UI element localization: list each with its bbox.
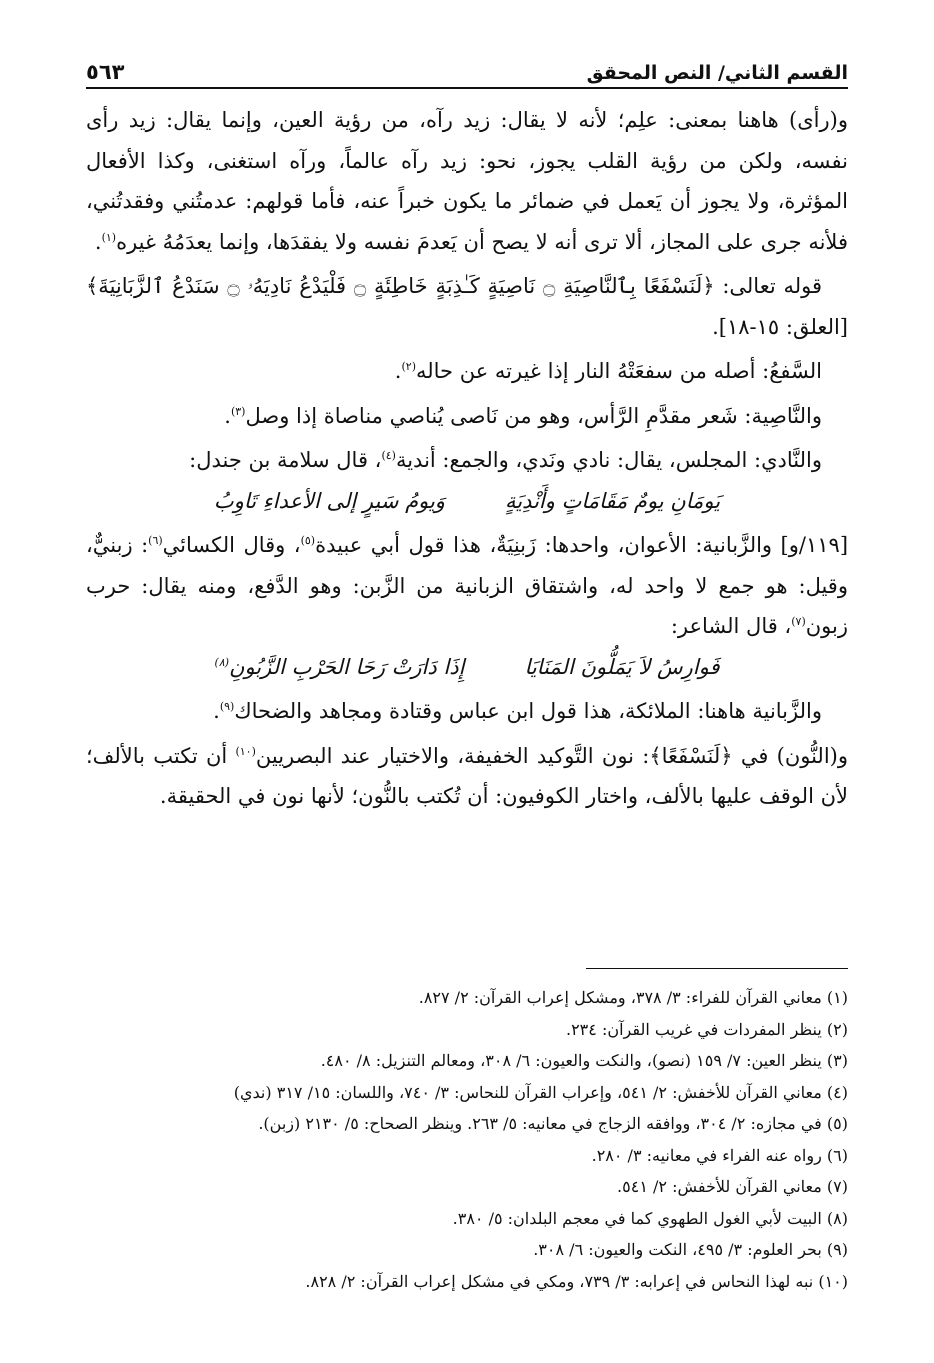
paragraph-text: ، قال سلامة بن جندل: xyxy=(189,448,382,472)
footnote-10: (١٠) نبه لهذا النحاس في إعرابه: ٣/ ٧٣٩، ومكي في مشكل إعراب القرآن: ٢/ ٨٢٨. xyxy=(305,1271,848,1291)
footnote-1: (١) معاني القرآن للفراء: ٣/ ٣٧٨، ومشكل إعراب القرآن: ٢/ ٨٢٧. xyxy=(418,988,848,1007)
footnotes-section xyxy=(86,982,848,1297)
paragraph-text: السَّفعُ: أصله من سفعَتْهُ النار إذا غيرته عن حاله xyxy=(416,359,822,383)
footnote-3: (٣) ينظر العين: ٧/ ١٥٩ (نصو)، والنكت والعيون: ٦/ ٣٠٨، ومعالم التنزيل: ٨/ ٤٨٠. xyxy=(320,1051,848,1070)
main-text xyxy=(86,100,848,948)
paragraph-safa: السَّفعُ: أصله من سفعَتْهُ النار إذا غيرته عن حاله$^{(٢)}$. xyxy=(394,359,822,383)
paragraph-text: والزَّبانية هاهنا: الملائكة، هذا قول ابن عباس وقتادة ومجاهد والضحاك xyxy=(234,699,822,723)
paragraph-text: والنَّادي: المجلس، يقال: نادي ونَدي، والجمع: أندية xyxy=(395,448,822,472)
footnote-9: (٩) بحر العلوم: ٣/ ٤٩٥، النكت والعيون: ٦/ ٣٠٨. xyxy=(533,1240,848,1259)
paragraph-zabaniya xyxy=(86,525,848,647)
verse-second-hemistich: وَيومُ سَيرٍ إلى الأعداءِ تَاوِبُ xyxy=(213,488,445,513)
footnote-ref: (٣) xyxy=(230,404,246,418)
footnote-8: (٨) البيت لأبي الغول الطهوي كما في معجم البلدان: ٥/ ٣٨٠. xyxy=(452,1208,848,1228)
footnote-ref: (١) xyxy=(101,230,117,244)
footnote-ref: (٩) xyxy=(219,700,235,713)
paragraph-text: [١١٩/و] والزَّبانية: الأعوان، واحدها: زَبنِيَةٌ، هذا قول أبي عبيدة xyxy=(315,533,848,557)
poetry-verse-2 xyxy=(86,647,848,688)
poetry-verse-1 xyxy=(86,481,848,522)
verse-text: إِذَا دَارَتْ رَحَا الحَرْبِ الزَّبُونِ xyxy=(229,654,465,679)
verse-first-hemistich: يَومَانِ يومٌ مَقَامَاتٍ وأَنْدِيَةٍ xyxy=(504,488,721,513)
paragraph-nadi xyxy=(86,440,848,481)
paragraph-angels: والزَّبانية هاهنا: الملائكة، هذا قول ابن عباس وقتادة ومجاهد والضحاك$^{(٩)}$. xyxy=(213,699,822,723)
paragraph-quran-verse xyxy=(86,266,848,347)
footnote-2: (٢) ينظر المفردات في غريب القرآن: ٢٣٤. xyxy=(565,1019,848,1039)
paragraph-nasiya: والنَّاصِية: شَعر مقدَّمِ الرَّأس، وهو من نَاصى يُناصي مناصاة إذا وصل$^{(٣)}$. xyxy=(224,403,822,428)
paragraph-text: و(رأى) هاهنا بمعنى: علِم؛ لأنه لا يقال: زيد رآه، من رؤية العين، وإنما يقال: زيد رأى نفسه، ولكن من رؤية القلب يجوز، نحو: زيد رآه عالماً، ورآه استغنى، وكذا الأفعال المؤثرة، ولا يجوز أن يَعمل في ضمائر ما يكون خبراً عنه، فأما قولهم: عدمتُني وفقدتُني، فلأنه جرى على المجاز، ألا ترى أنه لا يصح أن يَعدمَ نفسه ولا يفقدَها، وإنما يعدَمُهُ غيره xyxy=(86,108,848,254)
footnote-ref: (١٠) xyxy=(235,744,256,758)
paragraph-text: أن تكتب بالألف؛ لأن الوقف عليها بالألف، واختار الكوفيون: أن تُكتب بالنُّون؛ لأنها نون في الحقيقة. xyxy=(86,743,848,808)
footnote-6: (٦) رواه عنه الفراء في معانيه: ٣/ ٢٨٠. xyxy=(591,1145,848,1165)
running-title: القسم الثاني/ النص المحقق xyxy=(586,62,848,84)
footnote-divider xyxy=(586,968,848,969)
footnote-ref: (٧) xyxy=(791,615,806,628)
verse-first-hemistich: فَوارِسُ لاَ يَمَلُّونَ المَنَايَا xyxy=(524,654,720,679)
footnote-5: (٥) في مجازه: ٢/ ٣٠٤، ووافقه الزجاج في معانيه: ٥/ ٢٦٣. وينظر الصحاح: ٥/ ٢١٣٠ (زبن). xyxy=(258,1114,848,1133)
footnote-4: (٤) معاني القرآن للأخفش: ٢/ ٥٤١، وإعراب القرآن للنحاس: ٣/ ٧٤٠، واللسان: ١٥/ ٣١٧ (ندي) xyxy=(233,1082,848,1102)
paragraph-text: ، قال الشاعر: xyxy=(670,614,792,638)
verse-second-hemistich xyxy=(215,647,465,688)
footnote-ref: (٨) xyxy=(214,655,230,669)
footnote-ref: (٦) xyxy=(148,534,163,547)
paragraph-ra-meaning: و(رأى) هاهنا بمعنى: علِم؛ لأنه لا يقال: زيد رآه، من رؤية العين، وإنما يقال: زيد رأى نفسه، ولكن من رؤية القلب يجوز، نحو: زيد رآه عالماً، ورآه استغنى، وكذا الأفعال المؤثرة، ولا يجوز أن يَعمل في ضمائر ما يكون خبراً عنه، فأما قولهم: عدمتُني وفقدتُني، فلأنه جرى على المجاز، ألا ترى أنه لا يصح أن يَعدمَ نفسه ولا يفقدَها، وإنما يعدَمُهُ غيره$^{(١)}$. xyxy=(86,108,848,254)
paragraph-text: و(النُّون) في ﴿لَنَسْفَعًا﴾: نون التَّوكيد الخفيفة، والاختيار عند البصريين xyxy=(255,743,848,768)
quran-quote: قوله تعالى: ﴿لَنَسْفَعًا بِٱلنَّاصِيَةِ ۝ نَاصِيَةٍ كَـٰذِبَةٍ خَاطِئَةٍ ۝ فَلْيَدْعُ نَادِيَهُۥ ۝ سَنَدْعُ ٱلزَّبَانِيَةَ﴾ [العلق: ١٥-١٨]. xyxy=(86,274,848,339)
footnote-7: (٧) معاني القرآن للأخفش: ٢/ ٥٤١. xyxy=(617,1177,848,1196)
paragraph-nun xyxy=(86,736,848,817)
paragraph-text: : زبنيٌّ، وقيل: هو جمع لا واحد له، واشتقاق الزبانية من الزَّبن: وهو الدَّفع، ومنه يقال: حرب زبون xyxy=(86,533,848,638)
paragraph-text: ، وقال الكسائي xyxy=(162,533,301,557)
footnote-ref: (٤) xyxy=(381,449,396,462)
running-header xyxy=(86,52,848,84)
header-divider xyxy=(86,87,848,89)
footnote-ref: (٥) xyxy=(300,534,316,547)
paragraph-text: والنَّاصِية: شَعر مقدَّمِ الرَّأس، وهو من نَاصى يُناصي مناصاة إذا وصل xyxy=(245,403,822,428)
page-number: ٥٦٣ xyxy=(86,60,125,84)
footnote-ref: (٢) xyxy=(401,360,416,373)
